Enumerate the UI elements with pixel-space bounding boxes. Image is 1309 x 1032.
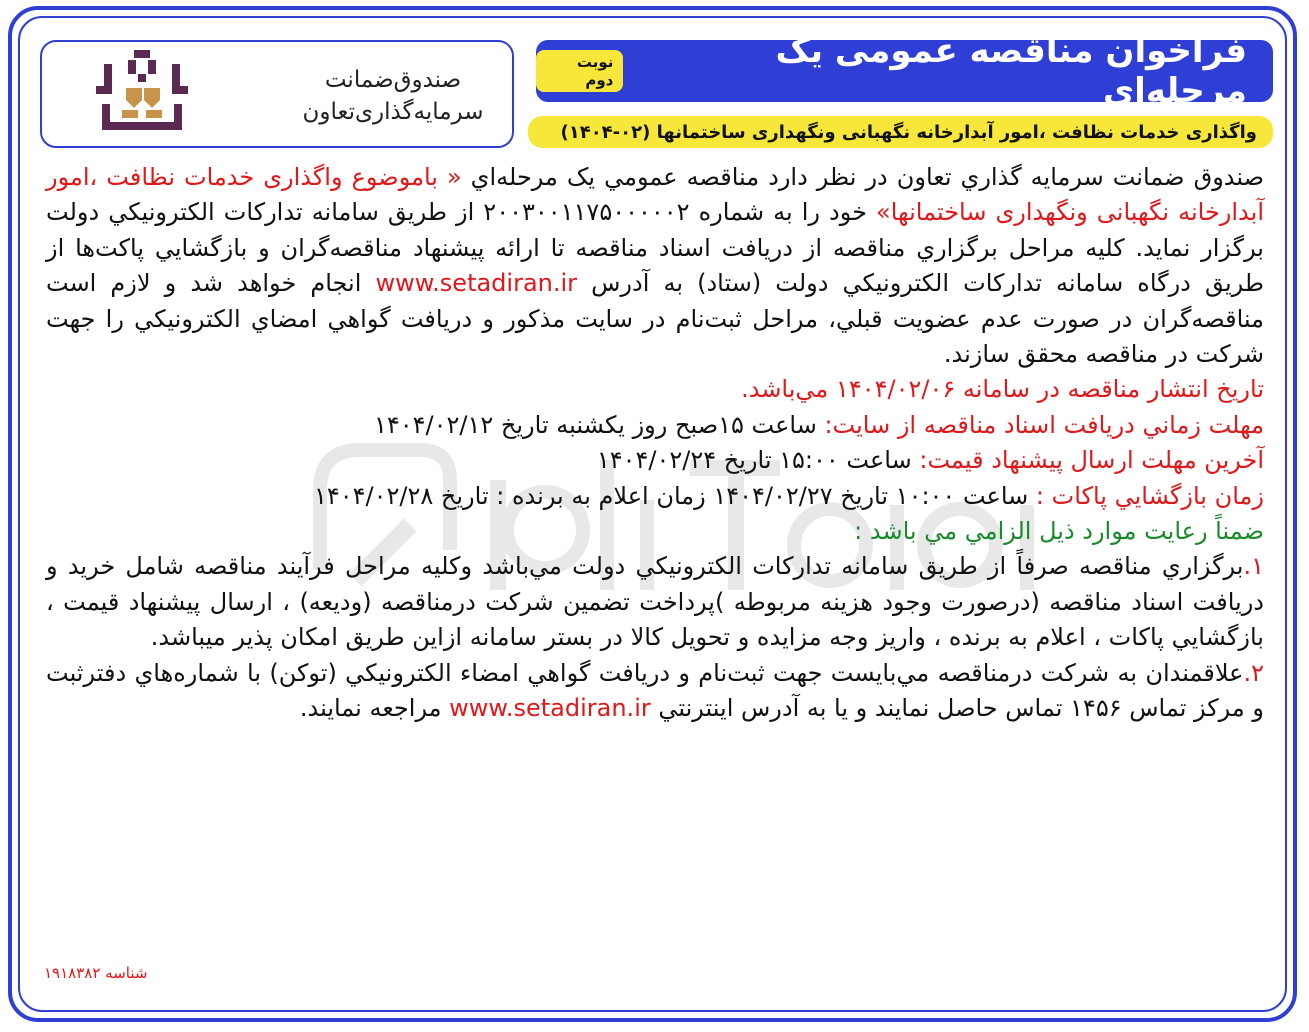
organization-box xyxy=(40,40,514,148)
download-deadline-label: مهلت زماني دريافت اسناد مناقصه از سايت: xyxy=(824,410,1264,439)
item-number: ۲. xyxy=(1243,658,1264,687)
item-text: علاقمندان به شرکت درمناقصه مي‌بايست جهت ثبت‌نام و دريافت گواهي امضاء الکترونيکي (توکن) با شماره‌هاي دفترثبت و مرکز تماس ۱۴۵۶ تماس حاصل نمايند و يا به آدرس اينترنتي xyxy=(46,658,1264,723)
setadiran-link[interactable]: www.setadiran.ir xyxy=(375,269,578,298)
submit-deadline xyxy=(46,443,1264,478)
list-item xyxy=(46,549,1264,655)
submit-deadline-label: آخرين مهلت ارسال پيشنهاد قيمت: xyxy=(919,446,1264,475)
title-bar xyxy=(536,31,1273,111)
opening-time xyxy=(46,479,1264,514)
organization-name-line1: صندوق‌ضمانت xyxy=(324,67,462,93)
page-title: فراخوان مناقصه عمومی یک مرحله‌ای xyxy=(775,31,1247,111)
setadiran-link[interactable]: www.setadiran.ir xyxy=(449,694,651,723)
opening-time-label: زمان بازگشايي پاکات : xyxy=(1035,481,1264,510)
item-text-end: مراجعه نمايند. xyxy=(299,694,450,723)
submit-deadline-value: ساعت ۱۵:۰۰ تاريخ ۱۴۰۴/۰۲/۲۴ xyxy=(596,446,920,475)
download-deadline-value: ساعت ۱۵صبح روز یکشنبه تاريخ ۱۴۰۴/۰۲/۱۲ xyxy=(373,410,825,439)
organization-logo-icon xyxy=(82,44,202,144)
item-number: ۱. xyxy=(1243,552,1264,581)
list-item xyxy=(46,656,1264,727)
download-deadline xyxy=(46,408,1264,443)
intro-text-1: صندوق ضمانت سرمايه گذاري تعاون در نظر دارد مناقصه عمومي يک مرحله‌اي xyxy=(461,163,1265,191)
announcement-body xyxy=(46,160,1264,727)
intro-text-3: انجام خواهد شد و لازم است مناقصه‌گران در صورت عدم عضويت قبلي، مراحل ثبت‌نام در سايت مذکور و دريافت گواهي امضاي الکترونيکي را جهت شرکت در مناقصه محقق سازند. xyxy=(46,269,1264,369)
subject-bar xyxy=(528,116,1273,148)
organization-name-line2: سرمایه‌گذاری‌تعاون xyxy=(302,99,484,125)
item-text: برگزاري مناقصه صرفاً از طريق سامانه تدارکات الکترونيکي دولت مي‌باشد وکليه مراحل فرآيند مناقصه شامل خريد و دريافت اسناد مناقصه (درصورت وجود هزينه مربوطه )پرداخت تضمين شرکت درمناقصه (وديعه) ، ارسال پيشنهاد قيمت ، بازگشايي پاکات ، اعلام به برنده ، واريز وجه مزايده و تحويل کالا در بستر سامانه ازاين طريق امکان پذير ميباشد. xyxy=(46,552,1264,652)
intro-text-2: خود را به شماره ۲۰۰۳۰۰۱۱۷۵۰۰۰۰۰۲ از طريق سامانه تدارکات الکترونيکي دولت برگزار نمايد. کليه مراحل برگزاري مناقصه از دريافت اسناد مناقصه تا ارائه پيشنهاد مناقصه‌گران و بازگشايي پاکت‌ها از طريق درگاه سامانه تدارکات الکترونيکي دولت (ستاد) به آدرس xyxy=(46,198,1264,298)
publish-date: تاريخ انتشار مناقصه در سامانه ۱۴۰۴/۰۲/۰۶ مي‌باشد. xyxy=(741,375,1264,404)
notice-heading: ضمناً رعايت موارد ذيل الزامي مي باشد : xyxy=(854,517,1264,546)
intro-subject: « باموضوع واگذاری خدمات نظافت ،امور آبدارخانه نگهبانی ونگهداری ساختمانها» xyxy=(46,163,1264,227)
tender-subject: واگذاری خدمات نظافت ،امور آبدارخانه نگهبانی ونگهداری ساختمانها (۰۲-۱۴۰۴) xyxy=(560,121,1257,143)
intro-paragraph xyxy=(46,160,1264,372)
reference-id: شناسه ۱۹۱۸۳۸۲ xyxy=(44,964,148,982)
organization-name xyxy=(278,64,508,128)
opening-time-value: ساعت ۱۰:۰۰ تاريخ ۱۴۰۴/۰۲/۲۷ زمان اعلام به برنده : تاریخ ۱۴۰۴/۰۲/۲۸ xyxy=(313,481,1036,510)
round-badge: نوبت دوم xyxy=(536,50,623,92)
